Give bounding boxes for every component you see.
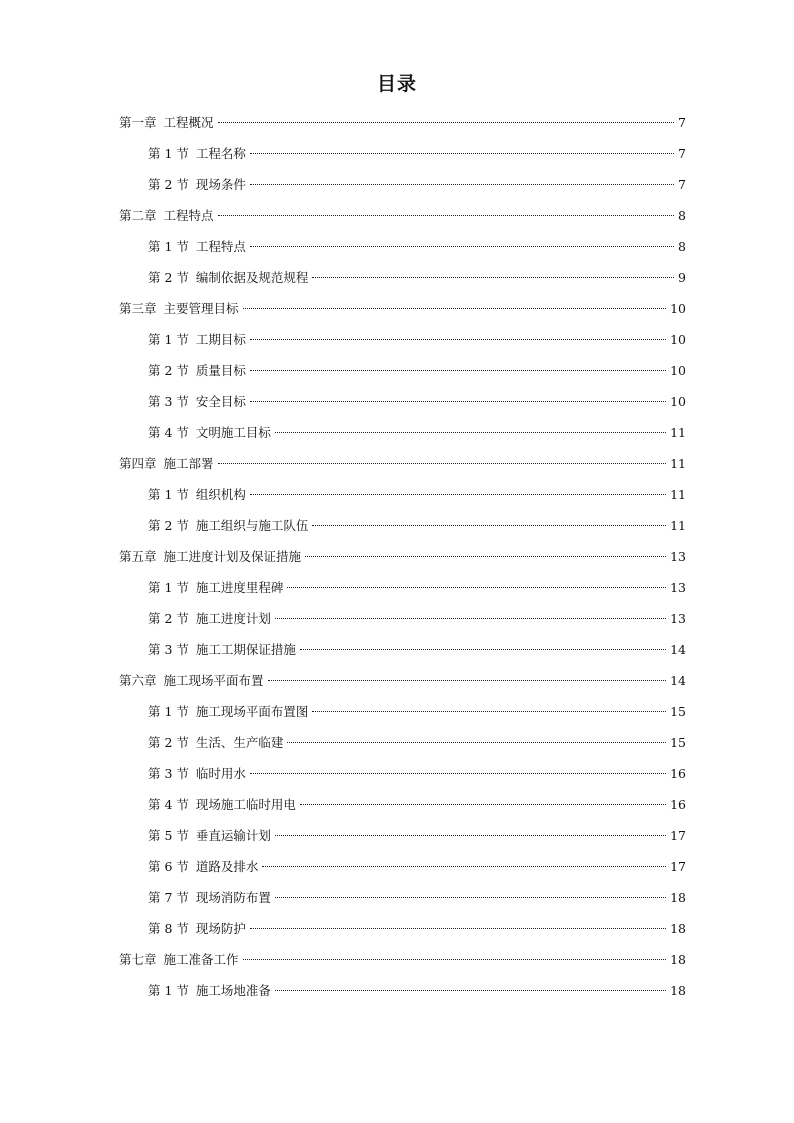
toc-entry-number: 第 2 节	[148, 177, 189, 192]
toc-section-entry[interactable]	[119, 913, 686, 944]
toc-dot-leader	[275, 432, 666, 433]
toc-page-number: 17	[670, 828, 686, 843]
toc-entry-title: 施工现场平面布置图	[195, 704, 309, 719]
toc-section-entry[interactable]	[119, 262, 686, 293]
toc-entry-title: 文明施工目标	[195, 425, 271, 440]
toc-entry-number: 第 1 节	[148, 239, 189, 254]
toc-entry-title: 施工组织与施工队伍	[195, 518, 309, 533]
toc-dot-leader	[250, 370, 666, 371]
toc-entry-number: 第 1 节	[148, 146, 189, 161]
toc-chapter-entry[interactable]	[119, 107, 686, 138]
toc-entry-title: 施工进度计划	[195, 611, 271, 626]
toc-page-number: 11	[670, 518, 686, 533]
toc-entry-number: 第 1 节	[148, 983, 189, 998]
toc-page-number: 15	[670, 735, 686, 750]
toc-entry-number: 第 3 节	[148, 642, 189, 657]
toc-entry-title: 现场施工临时用电	[195, 797, 296, 812]
toc-section-entry[interactable]	[119, 417, 686, 448]
toc-dot-leader	[275, 897, 666, 898]
toc-page-number: 13	[670, 580, 686, 595]
toc-entry-number: 第 1 节	[148, 487, 189, 502]
toc-title: 目录	[376, 73, 417, 95]
toc-entry-title: 组织机构	[195, 487, 246, 502]
toc-entry-title: 安全目标	[195, 394, 246, 409]
toc-section-entry[interactable]	[119, 789, 686, 820]
toc-section-entry[interactable]	[119, 634, 686, 665]
toc-entry-number: 第二章	[119, 208, 157, 223]
toc-list	[119, 107, 686, 1006]
toc-dot-leader	[243, 308, 667, 309]
toc-entry-title: 施工部署	[163, 456, 214, 471]
toc-entry-title: 道路及排水	[195, 859, 259, 874]
toc-dot-leader	[312, 277, 674, 278]
toc-entry-title: 现场防护	[195, 921, 246, 936]
toc-entry-number: 第 7 节	[148, 890, 189, 905]
toc-chapter-entry[interactable]	[119, 293, 686, 324]
toc-page-number: 14	[670, 673, 686, 688]
toc-page-number: 16	[670, 797, 686, 812]
toc-entry-number: 第 3 节	[148, 394, 189, 409]
toc-page-number: 11	[670, 456, 686, 471]
toc-page-number: 7	[678, 146, 686, 161]
toc-page-number: 13	[670, 549, 686, 564]
toc-dot-leader	[287, 587, 666, 588]
toc-page-number: 7	[678, 177, 686, 192]
toc-entry-number: 第 5 节	[148, 828, 189, 843]
toc-entry-number: 第一章	[119, 115, 157, 130]
toc-page-number: 18	[670, 983, 686, 998]
toc-page-number: 10	[670, 332, 686, 347]
toc-dot-leader	[250, 339, 666, 340]
toc-dot-leader	[250, 246, 674, 247]
toc-page-number: 8	[678, 239, 686, 254]
toc-section-entry[interactable]	[119, 169, 686, 200]
toc-section-entry[interactable]	[119, 603, 686, 634]
toc-dot-leader	[243, 959, 667, 960]
toc-chapter-entry[interactable]	[119, 541, 686, 572]
toc-dot-leader	[275, 835, 666, 836]
toc-entry-title: 施工准备工作	[163, 952, 239, 967]
toc-entry-number: 第 8 节	[148, 921, 189, 936]
toc-section-entry[interactable]	[119, 975, 686, 1006]
toc-page-number: 11	[670, 487, 686, 502]
toc-entry-number: 第 2 节	[148, 363, 189, 378]
toc-page-number: 18	[670, 921, 686, 936]
toc-page-number: 18	[670, 952, 686, 967]
toc-chapter-entry[interactable]	[119, 448, 686, 479]
toc-dot-leader	[312, 525, 666, 526]
toc-page-number: 18	[670, 890, 686, 905]
toc-section-entry[interactable]	[119, 510, 686, 541]
toc-entry-number: 第 2 节	[148, 518, 189, 533]
toc-dot-leader	[218, 122, 675, 123]
toc-entry-number: 第 2 节	[148, 270, 189, 285]
toc-dot-leader	[250, 153, 674, 154]
toc-chapter-entry[interactable]	[119, 200, 686, 231]
toc-page-number: 8	[678, 208, 686, 223]
toc-entry-number: 第五章	[119, 549, 157, 564]
toc-entry-number: 第 3 节	[148, 766, 189, 781]
toc-page-number: 11	[670, 425, 686, 440]
toc-entry-title: 编制依据及规范规程	[195, 270, 309, 285]
toc-entry-title: 临时用水	[195, 766, 246, 781]
toc-entry-title: 工程概况	[163, 115, 214, 130]
toc-entry-number: 第 2 节	[148, 611, 189, 626]
toc-section-entry[interactable]	[119, 386, 686, 417]
toc-dot-leader	[250, 184, 674, 185]
toc-entry-title: 现场条件	[195, 177, 246, 192]
toc-dot-leader	[250, 928, 666, 929]
toc-entry-number: 第 6 节	[148, 859, 189, 874]
toc-entry-number: 第 1 节	[148, 580, 189, 595]
toc-dot-leader	[305, 556, 666, 557]
toc-section-entry[interactable]	[119, 820, 686, 851]
toc-dot-leader	[268, 680, 667, 681]
toc-page-number: 15	[670, 704, 686, 719]
toc-section-entry[interactable]	[119, 355, 686, 386]
toc-page-number: 10	[670, 363, 686, 378]
toc-entry-number: 第六章	[119, 673, 157, 688]
toc-dot-leader	[275, 618, 666, 619]
toc-section-entry[interactable]	[119, 324, 686, 355]
toc-page-number: 16	[670, 766, 686, 781]
toc-section-entry[interactable]	[119, 727, 686, 758]
toc-entry-title: 工程名称	[195, 146, 246, 161]
toc-entry-title: 施工工期保证措施	[195, 642, 296, 657]
toc-dot-leader	[275, 990, 666, 991]
toc-section-entry[interactable]	[119, 572, 686, 603]
toc-page-number: 13	[670, 611, 686, 626]
toc-entry-number: 第四章	[119, 456, 157, 471]
toc-entry-number: 第三章	[119, 301, 157, 316]
toc-chapter-entry[interactable]	[119, 944, 686, 975]
toc-entry-number: 第 1 节	[148, 332, 189, 347]
toc-page-number: 9	[678, 270, 686, 285]
toc-dot-leader	[262, 866, 666, 867]
toc-entry-number: 第 4 节	[148, 797, 189, 812]
toc-entry-number: 第七章	[119, 952, 157, 967]
toc-page-number: 17	[670, 859, 686, 874]
toc-section-entry[interactable]	[119, 231, 686, 262]
toc-dot-leader	[300, 649, 666, 650]
toc-entry-title: 工程特点	[163, 208, 214, 223]
toc-dot-leader	[250, 401, 666, 402]
toc-entry-title: 施工进度计划及保证措施	[163, 549, 302, 564]
toc-entry-number: 第 1 节	[148, 704, 189, 719]
toc-section-entry[interactable]	[119, 851, 686, 882]
toc-entry-title: 质量目标	[195, 363, 246, 378]
toc-entry-title: 主要管理目标	[163, 301, 239, 316]
toc-entry-title: 工期目标	[195, 332, 246, 347]
toc-page-number: 10	[670, 394, 686, 409]
toc-entry-title: 现场消防布置	[195, 890, 271, 905]
toc-section-entry[interactable]	[119, 696, 686, 727]
toc-section-entry[interactable]	[119, 882, 686, 913]
toc-dot-leader	[218, 463, 667, 464]
toc-page-number: 14	[670, 642, 686, 657]
toc-section-entry[interactable]	[119, 479, 686, 510]
toc-entry-title: 生活、生产临建	[195, 735, 284, 750]
toc-dot-leader	[218, 215, 675, 216]
toc-dot-leader	[300, 804, 666, 805]
toc-chapter-entry[interactable]	[119, 665, 686, 696]
toc-entry-title: 施工场地准备	[195, 983, 271, 998]
toc-entry-title: 施工现场平面布置	[163, 673, 264, 688]
toc-entry-title: 垂直运输计划	[195, 828, 271, 843]
toc-entry-number: 第 2 节	[148, 735, 189, 750]
toc-entry-title: 工程特点	[195, 239, 246, 254]
toc-section-entry[interactable]	[119, 758, 686, 789]
toc-entry-title: 施工进度里程碑	[195, 580, 284, 595]
toc-section-entry[interactable]	[119, 138, 686, 169]
toc-page-number: 7	[678, 115, 686, 130]
toc-dot-leader	[250, 494, 666, 495]
toc-page-number: 10	[670, 301, 686, 316]
toc-entry-number: 第 4 节	[148, 425, 189, 440]
toc-dot-leader	[250, 773, 666, 774]
toc-dot-leader	[312, 711, 666, 712]
toc-dot-leader	[287, 742, 666, 743]
